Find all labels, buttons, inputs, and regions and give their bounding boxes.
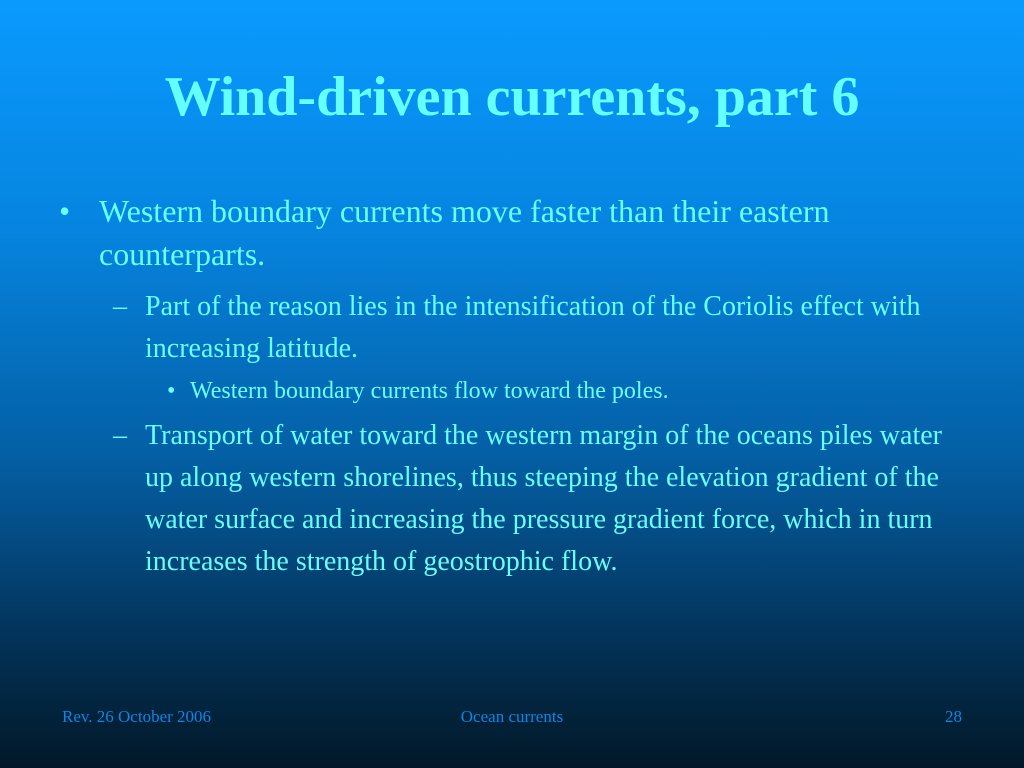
bullet-text: Part of the reason lies in the intensification of the Coriolis effect with increasing latitude. [145, 291, 921, 364]
bullet-dash-icon: – [113, 420, 127, 451]
footer-date: Rev. 26 October 2006 [62, 707, 212, 726]
bullet-level-3 [56, 375, 976, 407]
slide-number: 28 [945, 707, 962, 726]
bullet-text: Western boundary currents move faster than their eastern counterparts. [99, 193, 830, 272]
bullet-text: Western boundary currents flow toward the poles. [190, 378, 669, 404]
bullet-dot-icon: • [59, 193, 71, 229]
bullet-text: Transport of water toward the western margin of the oceans piles water up along western shorelines, thus steeping the elevation gradient of the water surface and increasing the pressure gradient force, which in turn increases the strength of geostrophic flow. [145, 420, 942, 577]
bullet-dash-icon: – [113, 291, 127, 322]
bullet-level-2 [56, 286, 976, 370]
bullet-level-2 [56, 415, 976, 583]
slide-content [56, 190, 976, 588]
slide-title: Wind-driven currents, part 6 [164, 66, 860, 128]
footer-title: Ocean currents [460, 707, 564, 726]
bullet-dot-icon: • [167, 378, 176, 404]
bullet-level-1 [56, 190, 976, 276]
